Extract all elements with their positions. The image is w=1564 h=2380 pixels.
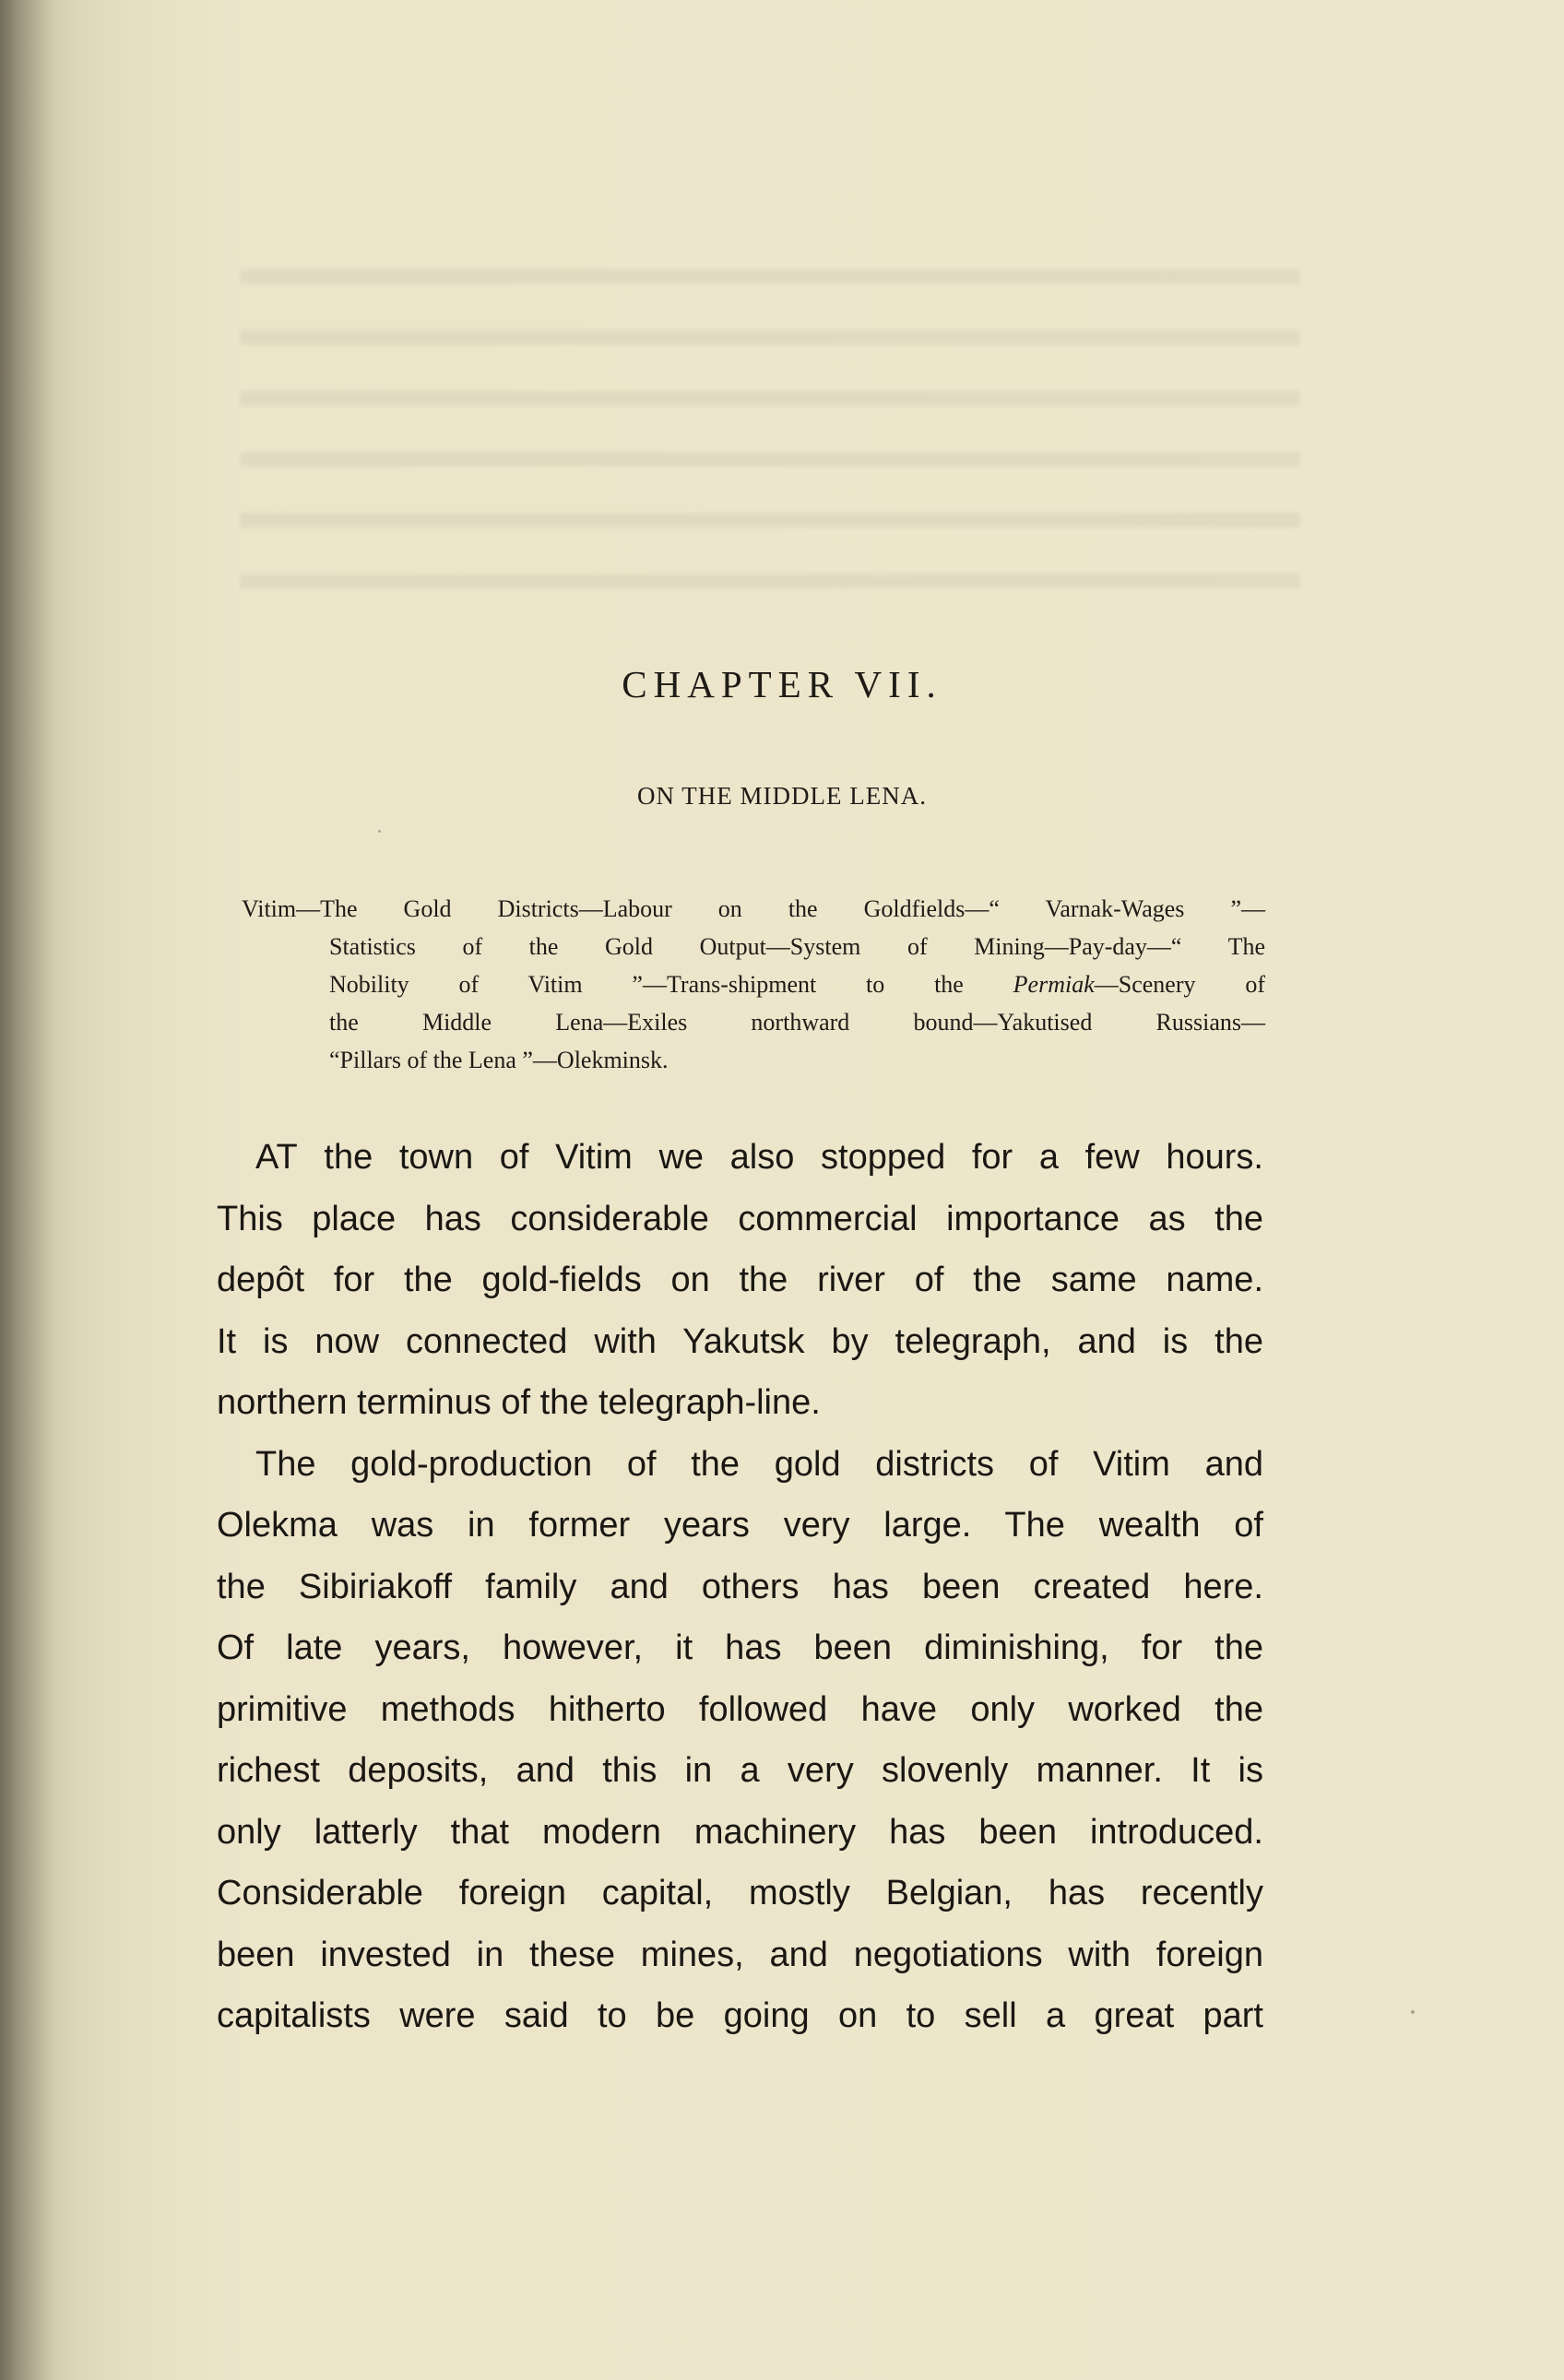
synopsis-line: Vitim—The Gold Districts—Labour on the Goldfields—“ Varnak-Wages ”— xyxy=(242,895,1265,922)
ship-name: Permiak xyxy=(1013,971,1095,998)
synopsis-line: the Middle Lena—Exiles northward bound—Yakutised Russians— xyxy=(329,1009,1265,1036)
body-line: only latterly that modern machinery has been introduced. xyxy=(217,1812,1263,1852)
body-line: been invested in these mines, and negotiations with foreign xyxy=(217,1935,1263,1974)
paper-speck xyxy=(1411,2010,1415,2014)
body-line xyxy=(217,1127,1263,1189)
synopsis-line: Nobility of Vitim ”—Trans-shipment to the Permiak—Scenery of xyxy=(329,971,1265,998)
chapter-subtitle: ON THE MIDDLE LENA. xyxy=(637,782,927,810)
chapter-synopsis xyxy=(242,890,1265,1079)
paper-speck xyxy=(378,830,381,833)
body-line: capitalists were said to be going on to sell a great part xyxy=(217,1996,1263,2035)
body-line: The gold-production of the gold districts of Vitim and xyxy=(255,1444,1263,1484)
body-line: Considerable foreign capital, mostly Belgian, has recently xyxy=(217,1874,1263,1912)
spine-shadow xyxy=(0,0,55,2380)
body-line: This place has considerable commercial importance as the xyxy=(217,1199,1263,1238)
opening-word: AT xyxy=(255,1138,298,1177)
synopsis-line: “Pillars of the Lena ”—Olekminsk. xyxy=(329,1047,669,1073)
body-line: the Sibiriakoff family and others has been created here. xyxy=(217,1567,1263,1606)
body-line: primitive methods hitherto followed have only worked the xyxy=(217,1689,1263,1729)
body-line: Olekma was in former years very large. The wealth of xyxy=(217,1506,1263,1545)
body-line: northern terminus of the telegraph-line. xyxy=(217,1383,821,1422)
body-line: depôt for the gold-fields on the river of the same name. xyxy=(217,1261,1263,1299)
body-line: It is now connected with Yakutsk by telegraph, and is the xyxy=(217,1321,1263,1361)
synopsis-line: Statistics of the Gold Output—System of Mining—Pay-day—“ The xyxy=(329,933,1265,960)
body-line: richest deposits, and this in a very slovenly manner. It is xyxy=(217,1751,1263,1790)
body-line: Of late years, however, it has been diminishing, for the xyxy=(217,1628,1263,1667)
body-line-rest: the town of Vitim we also stopped for a few hours. xyxy=(297,1138,1263,1177)
body-text xyxy=(217,1127,1263,2047)
chapter-title: CHAPTER VII. xyxy=(622,663,942,705)
show-through-text xyxy=(240,231,1300,618)
